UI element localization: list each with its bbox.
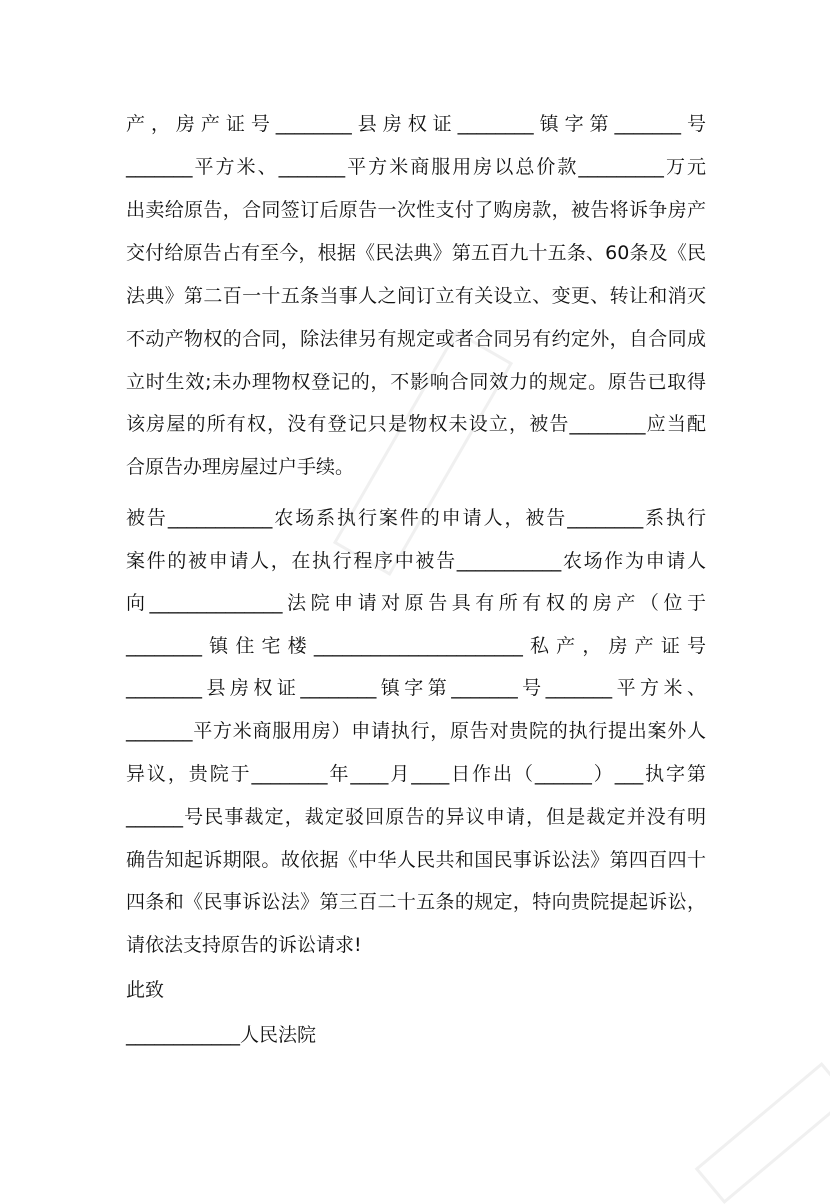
text-line: 产，房产证号________县房权证________镇字第_______号 — [126, 113, 706, 135]
text-line: 法典》第二百一十五条当事人之间订立有关设立、变更、转让和消灭 — [126, 285, 706, 307]
salutation: 此致 — [126, 979, 165, 1001]
text-line: ________镇住宅楼______________________私产，房产证号 — [126, 635, 706, 657]
text-line: 出卖给原告，合同签订后原告一次性支付了购房款，被告将诉争房产 — [126, 199, 706, 221]
text-line: 确告知起诉期限。故依据《中华人民共和国民事诉讼法》第四百四十 — [126, 849, 706, 871]
watermark — [695, 1062, 830, 1204]
text-line: 四条和《民事诉讼法》第三百二十五条的规定，特向贵院提起诉讼， — [126, 891, 706, 913]
text-line: 向______________法院申请对原告具有所有权的房产（位于 — [126, 592, 706, 614]
text-line: 合原告办理房屋过户手续。 — [126, 456, 355, 478]
text-line: ______号民事裁定，裁定驳回原告的异议申请，但是裁定并没有明 — [126, 806, 706, 828]
text-line: 案件的被申请人，在执行程序中被告___________农场作为申请人 — [126, 550, 706, 572]
text-line: 请依法支持原告的诉讼请求! — [126, 934, 362, 956]
text-line: ________县房权证________镇字第_______号_______平方米、 — [126, 677, 706, 699]
text-line: 该房屋的所有权，没有登记只是物权未设立，被告________应当配 — [126, 413, 706, 435]
text-line: 异议，贵院于________年____月____日作出（______）___执字第 — [126, 763, 706, 785]
text-line: 被告___________农场系执行案件的申请人，被告________系执行 — [126, 507, 706, 529]
text-line: 立时生效;未办理物权登记的，不影响合同效力的规定。原告已取得 — [126, 371, 706, 393]
text-line: _______平方米、_______平方米商服用房以总价款_________万元 — [126, 156, 706, 178]
text-line: _______平方米商服用房）申请执行，原告对贵院的执行提出案外人 — [126, 720, 706, 742]
text-line: 交付给原告占有至今，根据《民法典》第五百九十五条、60条及《民 — [126, 242, 706, 264]
text-line: 不动产物权的合同，除法律另有规定或者合同另有约定外，自合同成 — [126, 328, 706, 350]
court-name-line: ____________人民法院 — [126, 1024, 317, 1046]
watermark — [333, 330, 513, 576]
